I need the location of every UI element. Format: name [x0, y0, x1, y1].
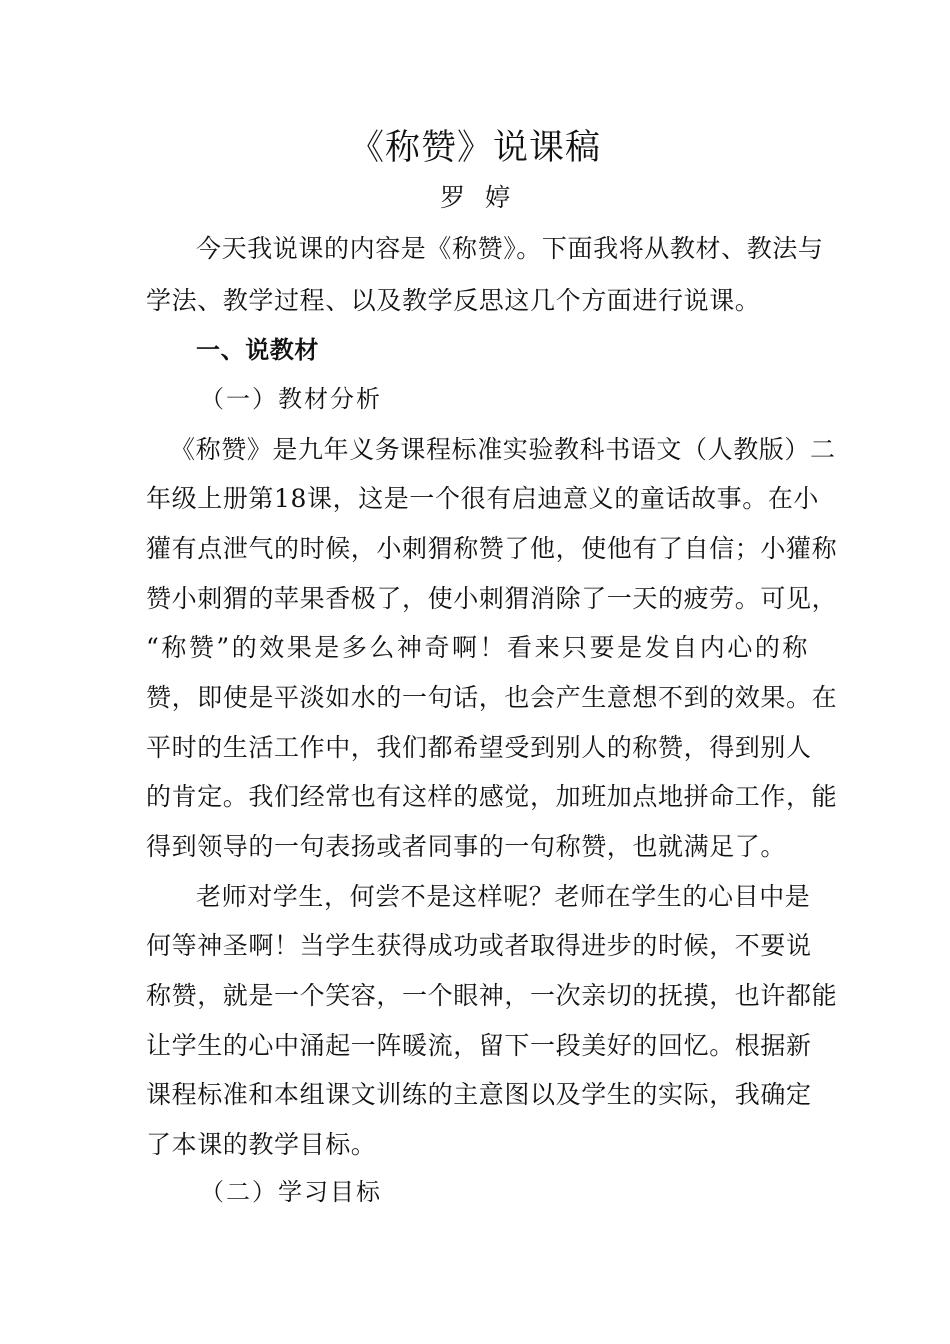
- paragraph-line: 赞，即使是平淡如水的一句话，也会产生意想不到的效果。在: [146, 683, 838, 712]
- paragraph-line: 课程标准和本组课文训练的主意图以及学生的实际，我确定: [146, 1080, 812, 1109]
- paragraph-line: 年级上册第18课，这是一个很有启迪意义的童话故事。在小: [146, 484, 820, 513]
- paragraph-line: 称赞，就是一个笑容，一个眼神，一次亲切的抚摸，也许都能: [146, 981, 838, 1010]
- paragraph-line: 平时的生活工作中，我们都希望受到别人的称赞，得到别人: [146, 733, 812, 762]
- paragraph-line: 了本课的教学目标。: [146, 1130, 377, 1159]
- paragraph-line: 今天我说课的内容是《称赞》。下面我将从教材、教法与: [196, 234, 824, 263]
- paragraph-line: 老师对学生，何尝不是这样呢？老师在学生的心目中是: [196, 882, 811, 911]
- paragraph-line: 让学生的心中涌起一阵暖流，留下一段美好的回忆。根据新: [146, 1031, 812, 1060]
- paragraph-line: 何等神圣啊！当学生获得成功或者取得进步的时候，不要说: [146, 931, 812, 960]
- subsection-heading-1: （一）教材分析: [200, 385, 382, 413]
- paragraph-line: 《称赞》是九年义务课程标准实验教科书语文（人教版）二: [170, 435, 836, 464]
- paragraph-line: 獾有点泄气的时候，小刺猬称赞了他，使他有了自信；小獾称: [146, 534, 838, 563]
- subsection-heading-2: （二）学习目标: [200, 1178, 382, 1206]
- document-title: 《称赞》说课稿: [348, 128, 601, 168]
- paragraph-line: 得到领导的一句表扬或者同事的一句称赞，也就满足了。: [146, 832, 787, 861]
- document-author: 罗婷: [439, 183, 530, 212]
- paragraph-line: 学法、教学过程、以及教学反思这几个方面进行说课。: [146, 286, 761, 315]
- paragraph-line: 的肯定。我们经常也有这样的感觉，加班加点地拼命工作，能: [146, 782, 838, 811]
- paragraph-line: “称赞”的效果是多么神奇啊！看来只要是发自内心的称: [146, 633, 808, 662]
- section-heading-1: 一、说教材: [196, 336, 319, 364]
- paragraph-line: 赞小刺猬的苹果香极了，使小刺猬消除了一天的疲劳。可见，: [146, 584, 838, 613]
